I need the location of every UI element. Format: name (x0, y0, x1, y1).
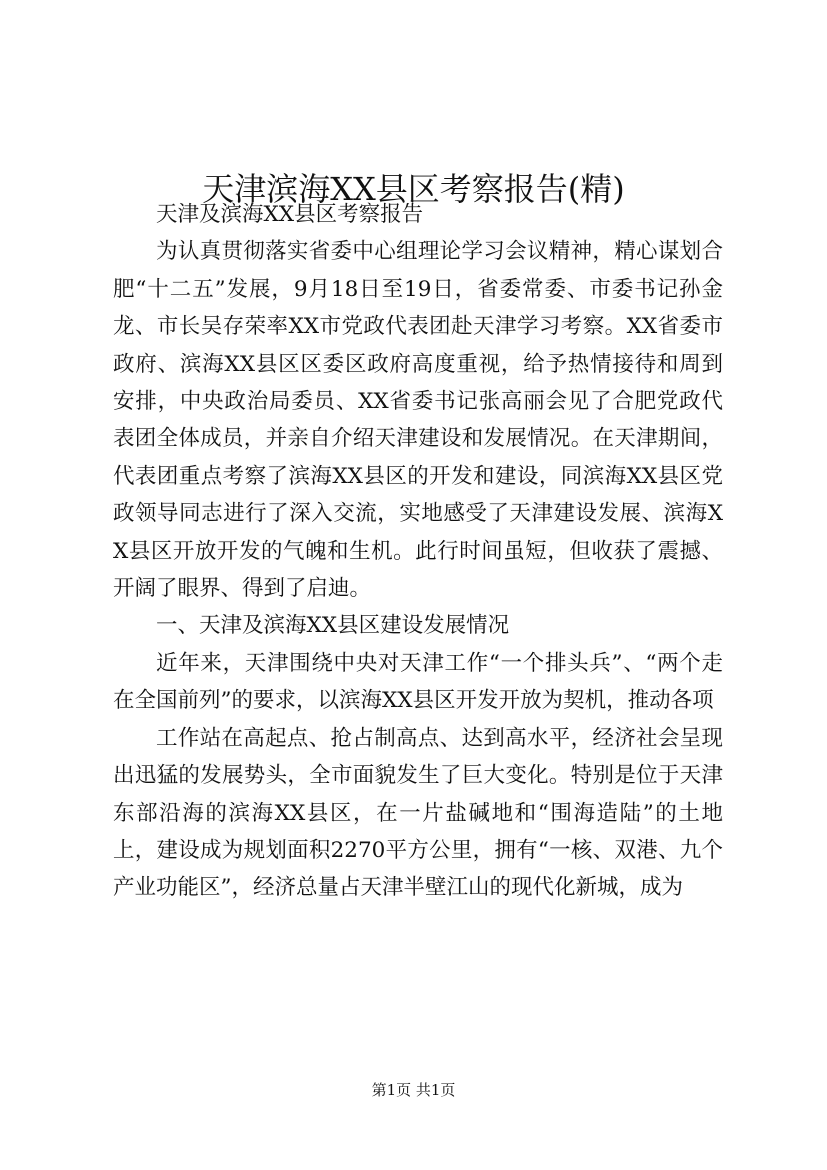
subtitle-paragraph: 天津及滨海XX县区考察报告 (156, 202, 424, 227)
body-paragraph: 为认真贯彻落实省委中心组理论学习会议精神，精心谋划合肥“十二五”发展，9月18日至19日，省委常委、市委书记孙金龙、市长吴存荣率XX市党政代表团赴天津学习考察。XX省委市政府、滨海XX县区区委区政府高度重视，给予热情接待和周到安排，中央政治局委员、XX省委书记张高丽会见了合肥党政代表团全体成员，并亲自介绍天津建设和发展情况。在天津期间，代表团重点考察了滨海XX县区的开发和建设，同滨海XX县区党政领导同志进行了深入交流，实地感受了天津建设发展、滨海XX县区开放开发的气魄和生机。此行时间虽短，但收获了震撼、开阔了眼界、得到了启迪。 (113, 239, 723, 602)
page-footer: 第1页 共1页 (371, 1081, 456, 1099)
section-heading: 一、天津及滨海XX县区建设发展情况 (156, 613, 510, 639)
document-body (113, 196, 723, 907)
document-title: 天津滨海XX县区考察报告(精) (202, 170, 625, 209)
body-paragraph: 近年来，天津围绕中央对天津工作“一个排头兵”、“两个走在全国前列”的要求，以滨海XX县区开发开放为契机，推动各项 (113, 650, 723, 714)
body-paragraph: 工作站在高起点、抢占制高点、达到高水平，经济社会呈现出迅猛的发展势头，全市面貌发生了巨大变化。特别是位于天津东部沿海的滨海XX县区，在一片盐碱地和“围海造陆”的土地上，建设成为规划面积2270平方公里，拥有“一核、双港、九个产业功能区”，经济总量占天津半壁江山的现代化新城，成为 (113, 725, 723, 901)
